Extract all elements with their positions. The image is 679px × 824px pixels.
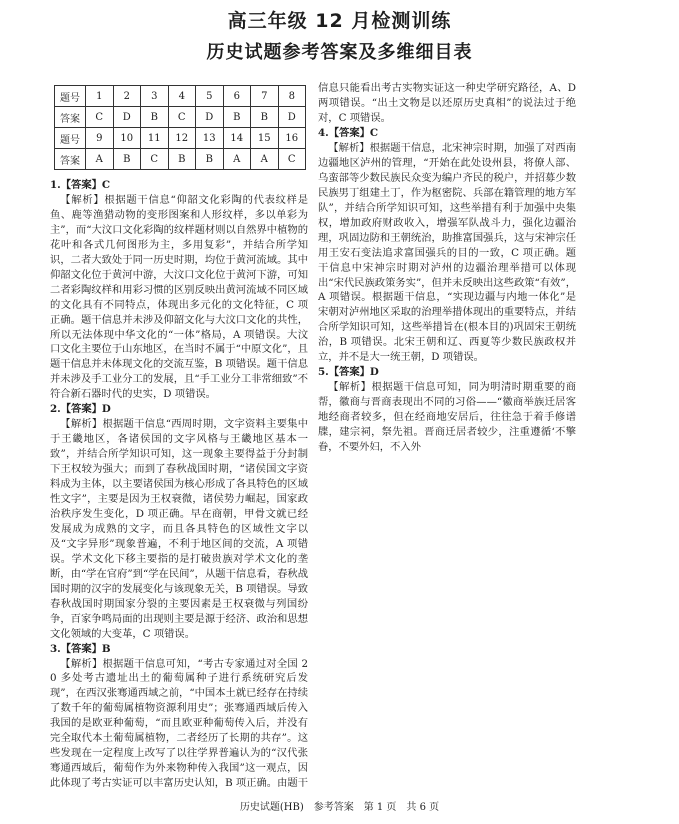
row-label: 答案 — [55, 107, 86, 128]
answer-heading: 5.【答案】D — [318, 366, 379, 379]
answer-heading: 2.【答案】D — [50, 403, 111, 416]
explanation-paragraph: 信息只能看出考古实物实证这一种史学研究路径，A、D 两项错误。“出土文物是以还原历史真相”的说法过于绝对，C 项错误。 — [318, 82, 576, 125]
table-cell: C — [278, 149, 306, 170]
table-row — [55, 86, 306, 107]
text-flow — [50, 178, 308, 791]
table-cell: 8 — [278, 86, 306, 107]
table-cell: A — [223, 149, 251, 170]
answer-heading: 3.【答案】B — [50, 642, 111, 655]
explanation-paragraph: 【解析】根据题干信息“西周时期，文字资料主要集中于王畿地区，各诸侯国的文字风格与王畿地区基本一致”，并结合所学知识可知，这一现象主要得益于分封制下王权较为强大；而到了春秋战国时期，“诸侯国文字资料成为主体，以主要诸侯国为核心形成了各具特色的区域性文字”，主要是因为王权衰微，诸侯势力崛起，国家政治秩序发生变化，D 项正确。早在商朝，甲骨文就已经发展成为成熟的文字，而且各具特色的区域性文字以及“文字异形”现象普遍，不利于地区间的交流，A 项错误。学术文化下移主要指的是打破贵族对学术文化的垄断，由“学在官府”到“学在民间”，从题干信息看，春秋战国时期的汉字的发展变化与该现象无关，B 项错误。导致春秋战国时期国家分裂的主要因素是王权衰微与列国纷争，百家争鸣局面的出现则主要是源于经济、政治和思想文化领域的大变革，C 项错误。 — [50, 418, 308, 640]
row-label: 题号 — [55, 128, 86, 149]
table-cell: 14 — [223, 128, 251, 149]
table-cell: 13 — [196, 128, 224, 149]
explanation-paragraph: 【解析】根据题干信息可知，“考古专家通过对全国 20 多处考古遗址出土的葡萄属种子进行系统研究后发现”，在西汉张骞通西域之前，“中国本土就已经存在持续了数千年的葡萄属植物资源利用史”；张骞通西域后传入我国的是欧亚种葡萄，“而且欧亚种葡萄传入后，并没有完全取代本土葡萄属植物，二者经历了长期的共存”。这些发现在一定程度上改写了以往学界普遍认为的“汉代张骞通西域后，葡萄作为外来物种传入我国”这一观点，因此体现了考古实证可以丰富历史认知，B 项正确。由题干 — [50, 657, 308, 790]
table-cell: 12 — [168, 128, 196, 149]
table-cell: 15 — [251, 128, 279, 149]
table-cell: C — [168, 107, 196, 128]
table-cell: 7 — [251, 86, 279, 107]
table-cell: 10 — [113, 128, 141, 149]
table-row — [55, 128, 306, 149]
answer-table — [54, 85, 306, 170]
table-cell: A — [86, 149, 114, 170]
row-label: 答案 — [55, 149, 86, 170]
table-cell: 4 — [168, 86, 196, 107]
table-row — [55, 149, 306, 170]
table-cell: 3 — [141, 86, 169, 107]
answer-heading: 1.【答案】C — [50, 179, 111, 191]
explanation-paragraph: 【解析】根据题干信息“仰韶文化彩陶的代表纹样是鱼、鹿等渔猎动物的变形图案和人形纹样，多以单彩为主”，而“大汶口文化彩陶的纹样题材则以自然界中植物的花叶和各式几何图形为主，多用复彩”，并结合所学知识，二者大致处于同一历史时期，均位于黄河流域。其中仰韶文化位于黄河中游，大汶口文化位于黄河下游，可知二者彩陶纹样和用彩习惯的区别反映出黄河流域不同区域的文化具有不同特点，体现出多元化的文化特征，C 项正确。题干信息并未涉及仰韶文化与大汶口文化的共性，所以无法体现中华文化的“一体”格局，A 项错误。大汶口文化主要位于山东地区，在当时不属于“中原文化”，且题干信息并未体现文化的交流互鉴，B 项错误。题干信息并未涉及手工业分工的发展，且“手工业分工非常细致”不符合新石器时代的史实，D 项错误。 — [50, 193, 308, 401]
table-cell: C — [141, 149, 169, 170]
table-cell: D — [113, 107, 141, 128]
explanation-paragraph: 【解析】根据题干信息，北宋神宗时期，加强了对西南边疆地区泸州的管理，“开始在此处设州县，将僚人部、乌蛮部等少数民族民众变为编户齐民的税户，并招募少数民族男丁组建土丁，作为枢密院、兵部在籍管理的地方军队”，并结合所学知识可知，这些举措有利于加强中央集权，增加政府财政收入，增强军队战斗力，强化边疆治理，巩固边防和王朝统治，助推富国强兵，这与宋神宗任用王安石变法追求富国强兵的目的一致，C 项正确。题干信息中宋神宗时期对泸州的边疆治理举措可以体现出“宋代民族政策务实”，但并未反映出这些政策“有效”，A 项错误。根据题干信息，“实现边疆与内地一体化”是宋朝对泸州地区采取的治理举措体现出的重要特点，并结合所学知识可知，这些举措旨在(根本目的)巩固宋王朝统治，B 项错误。北宋王朝和辽、西夏等少数民族政权并立，并不是大一统王朝，D 项错误。 — [318, 141, 576, 364]
table-cell: B — [196, 149, 224, 170]
table-cell: 2 — [113, 86, 141, 107]
document-subtitle: 历史试题参考答案及多维细目表 — [206, 42, 473, 63]
table-cell: D — [196, 107, 224, 128]
table-cell: C — [86, 107, 114, 128]
text-flow-continued — [318, 81, 576, 455]
left-column — [50, 178, 308, 791]
table-cell: 1 — [86, 86, 114, 107]
table-cell: B — [168, 149, 196, 170]
table-cell: D — [278, 107, 306, 128]
row-label: 题号 — [55, 86, 86, 107]
right-column — [318, 81, 576, 784]
table-cell: 11 — [141, 128, 169, 149]
table-cell: A — [251, 149, 279, 170]
table-cell: 6 — [223, 86, 251, 107]
document-title: 高三年级 12 月检测训练 — [227, 10, 452, 32]
table-cell: 9 — [86, 128, 114, 149]
table-cell: B — [141, 107, 169, 128]
table-cell: B — [113, 149, 141, 170]
table-cell: B — [251, 107, 279, 128]
table-cell: 5 — [196, 86, 224, 107]
table-cell: 16 — [278, 128, 306, 149]
answer-heading: 4.【答案】C — [318, 127, 379, 139]
table-row — [55, 107, 306, 128]
page-footer: 历史试题(HB) 参考答案 第 1 页 共 6 页 — [239, 802, 440, 813]
table-cell: B — [223, 107, 251, 128]
explanation-paragraph: 【解析】根据题干信息可知，同为明清时期重要的商帮，徽商与晋商表现出不同的习俗——“徽商举族迁居客地经商者较多，但在经商地安居后，往往急于着手修谱牒，建宗祠，祭先祖。晋商迁居者较少，注重遵循‘不擎眷，不要外妇，不入外 — [318, 381, 576, 454]
